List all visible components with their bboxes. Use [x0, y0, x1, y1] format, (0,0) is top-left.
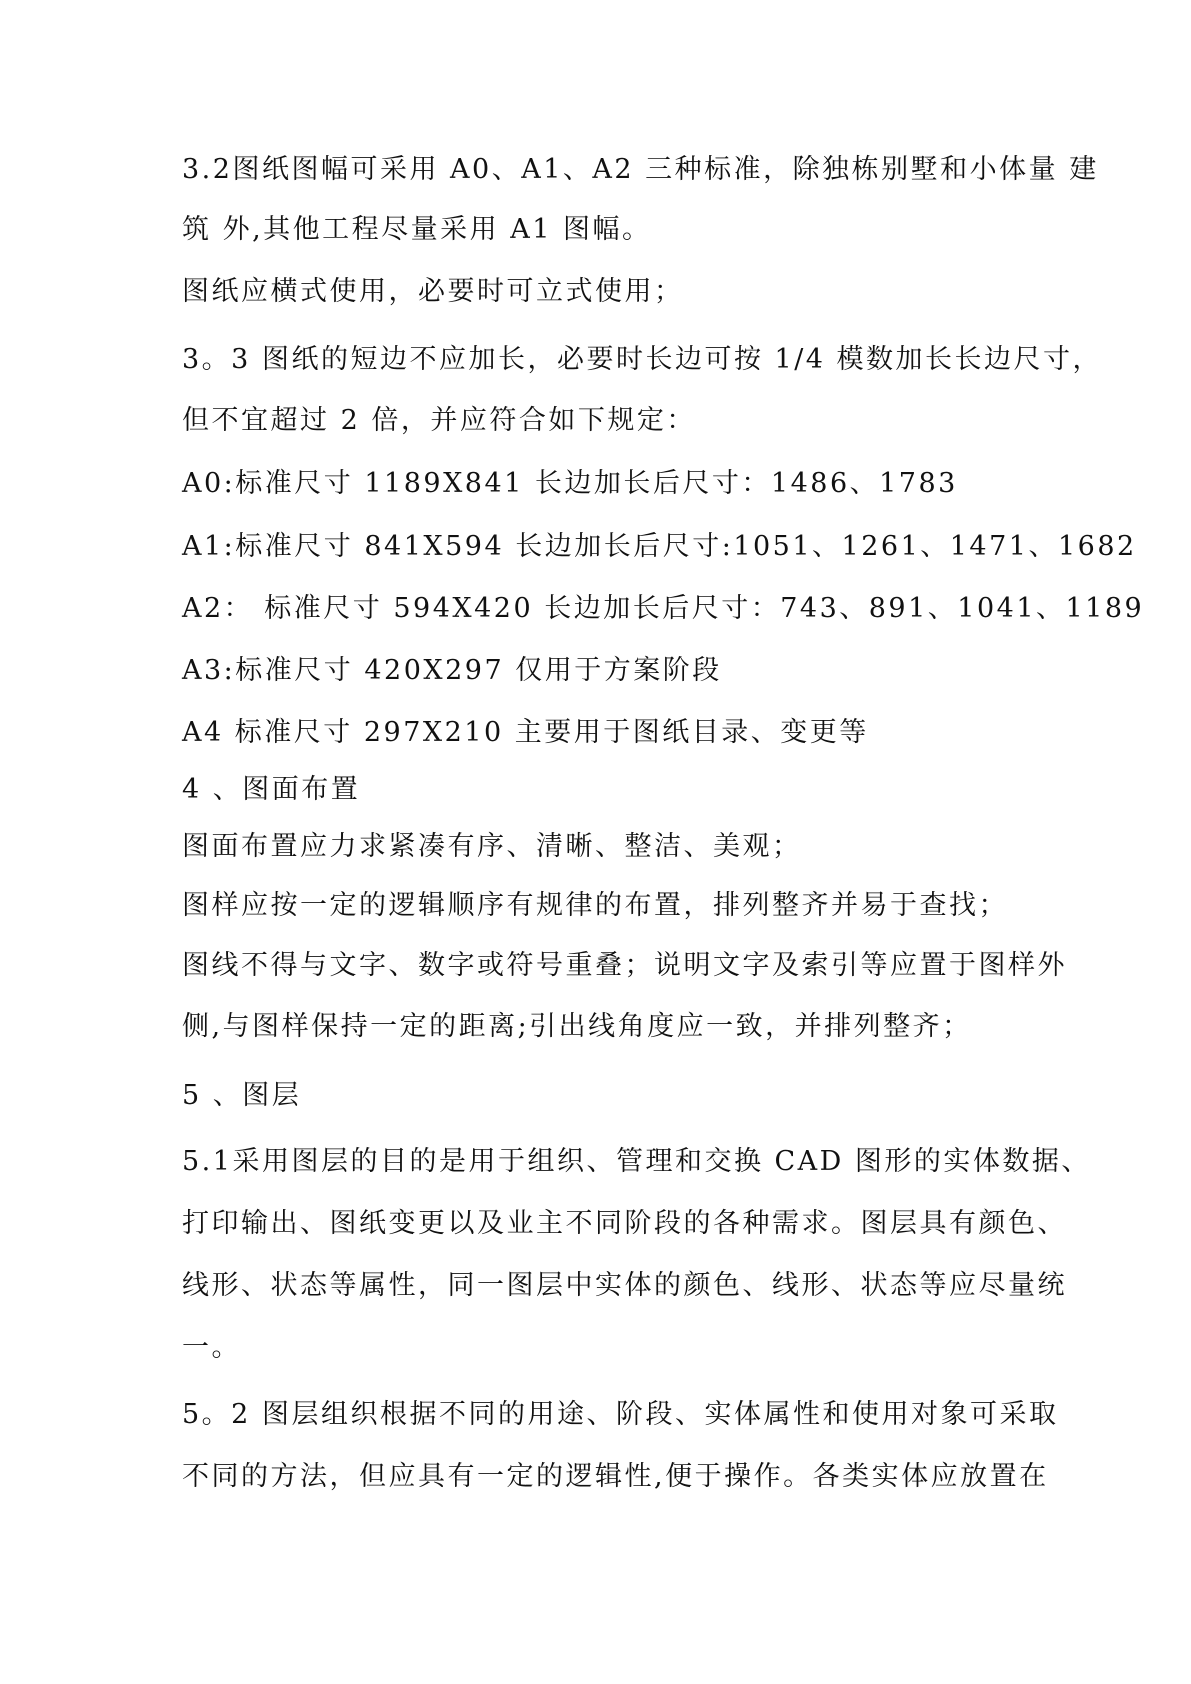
text-line: 3。3 图纸的短边不应加长，必要时长边可按 1/4 模数加长长边尺寸， — [182, 344, 1103, 375]
text-line: 图线不得与文字、数字或符号重叠；说明文字及索引等应置于图样外 — [182, 950, 1067, 981]
text-line: 但不宜超过 2 倍，并应符合如下规定： — [182, 405, 696, 436]
text-line: 打印输出、图纸变更以及业主不同阶段的各种需求。图层具有颜色、 — [182, 1208, 1067, 1239]
text-line: A4 标准尺寸 297X210 主要用于图纸目录、变更等 — [182, 717, 869, 748]
text-line: 筑 外,其他工程尽量采用 A1 图幅。 — [182, 214, 652, 245]
text-line: 侧,与图样保持一定的距离;引出线角度应一致，并排列整齐； — [182, 1011, 972, 1042]
text-line: A2： 标准尺寸 594X420 长边加长后尺寸：743、891、1041、1189 — [182, 593, 1145, 624]
text-line: A1:标准尺寸 841X594 长边加长后尺寸:1051、1261、1471、1682 — [182, 531, 1137, 562]
text-line: 5.1采用图层的目的是用于组织、管理和交换 CAD 图形的实体数据、 — [182, 1146, 1091, 1177]
text-line: A0:标准尺寸 1189X841 长边加长后尺寸：1486、1783 — [182, 468, 958, 499]
text-line: 一。 — [182, 1332, 241, 1363]
section-heading: 4 、图面布置 — [182, 774, 361, 805]
section-heading: 5 、图层 — [182, 1080, 302, 1111]
text-line: 5。2 图层组织根据不同的用途、阶段、实体属性和使用对象可采取 — [182, 1399, 1059, 1430]
text-line: 线形、状态等属性，同一图层中实体的颜色、线形、状态等应尽量统 — [182, 1270, 1067, 1301]
text-line: A3:标准尺寸 420X297 仅用于方案阶段 — [182, 655, 722, 686]
text-line: 3.2图纸图幅可采用 A0、A1、A2 三种标准，除独栋别墅和小体量 建 — [182, 154, 1099, 185]
text-line: 图样应按一定的逻辑顺序有规律的布置，排列整齐并易于查找； — [182, 890, 1008, 921]
text-line: 图纸应横式使用，必要时可立式使用； — [182, 276, 684, 307]
text-line: 图面布置应力求紧凑有序、清晰、整洁、美观； — [182, 831, 802, 862]
text-line: 不同的方法，但应具有一定的逻辑性,便于操作。各类实体应放置在 — [182, 1461, 1049, 1492]
